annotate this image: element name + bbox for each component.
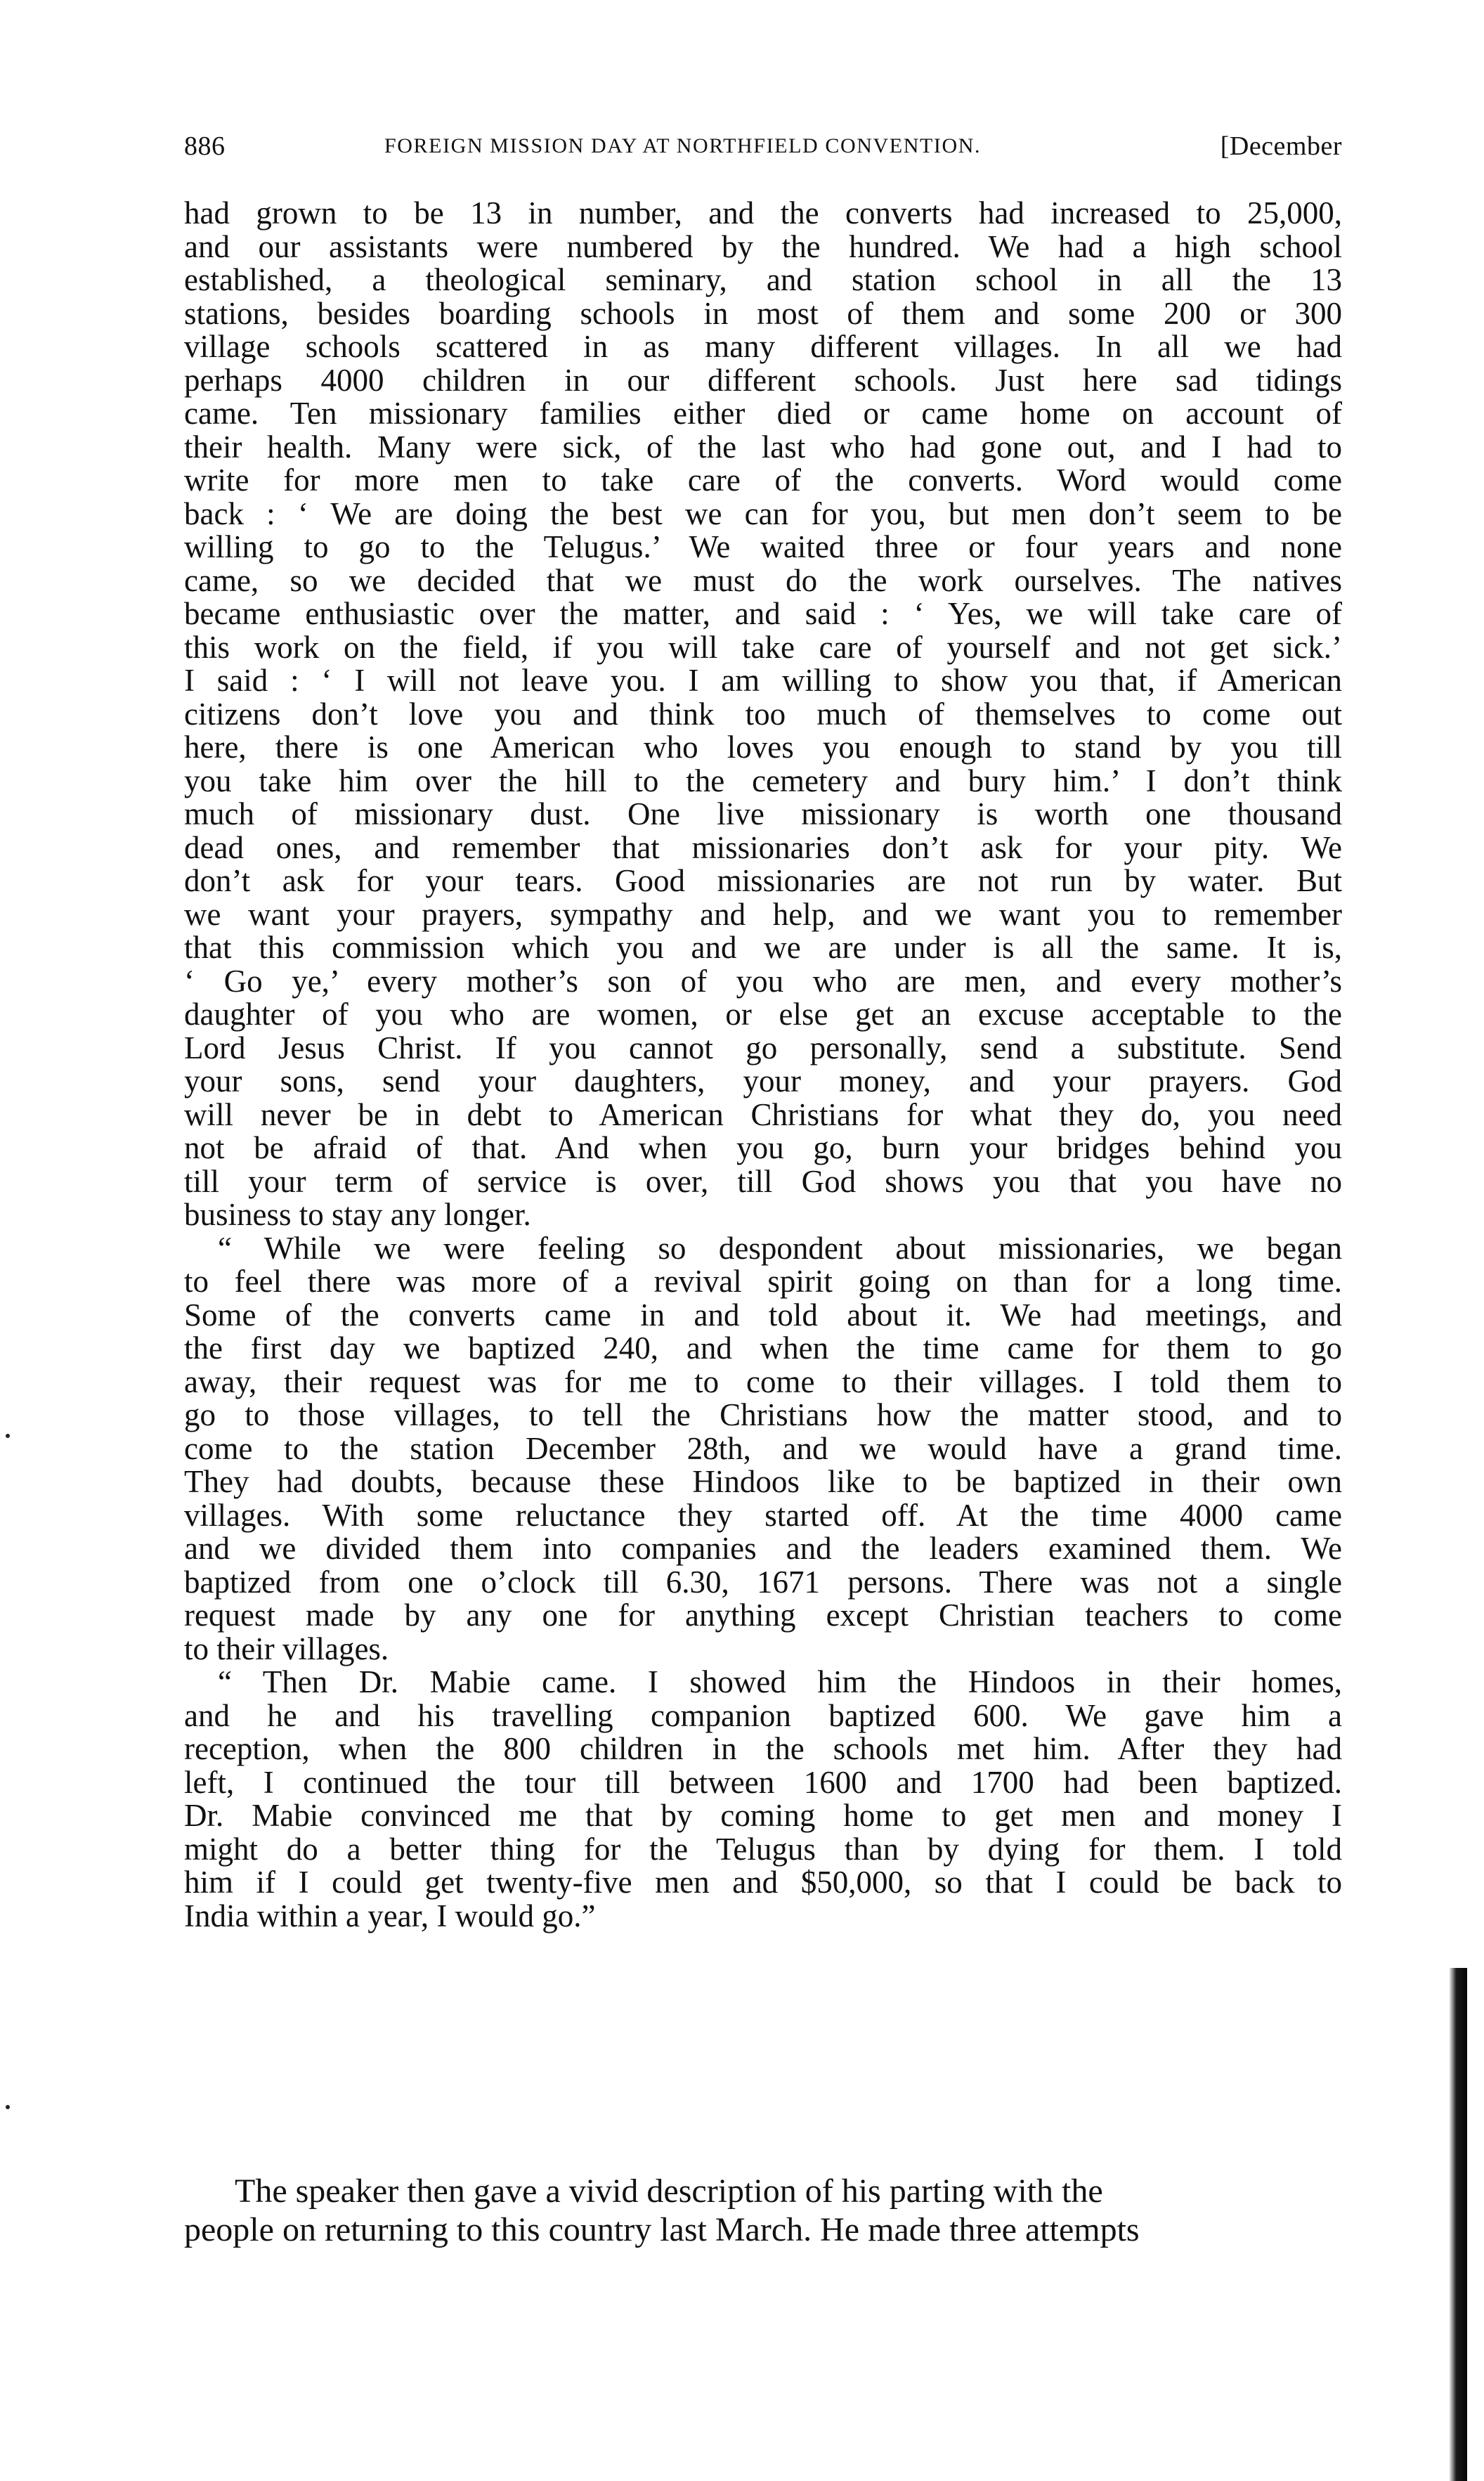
text-line: Dr. Mabie convinced me that by coming home to get men and money I	[184, 1798, 1342, 1833]
text-line: The speaker then gave a vivid description of his parting with the	[235, 2172, 1103, 2210]
text-line: baptized from one o’clock till 6.30, 1671 persons. There was not a single	[184, 1564, 1342, 1600]
text-line: villages. With some reluctance they started off. At the time 4000 came	[184, 1497, 1342, 1533]
text-line: people on returning to this country last March. He made three attempts	[184, 2211, 1140, 2248]
text-line: They had doubts, because these Hindoos like to be baptized in their own	[184, 1464, 1342, 1499]
header-month: [December	[1220, 131, 1342, 161]
text-line: that this commission which you and we are under is all the same. It is,	[184, 930, 1342, 965]
text-line: willing to go to the Telugus.’ We waited three or four years and none	[184, 529, 1342, 564]
text-line: come to the station December 28th, and we would have a grand time.	[184, 1430, 1342, 1466]
text-line: we want your prayers, sympathy and help, and we want you to remember	[184, 896, 1342, 932]
text-line: their health. Many were sick, of the last who had gone out, and I had to	[184, 429, 1342, 465]
text-line: became enthusiastic over the matter, and said : ‘ Yes, we will take care of	[184, 596, 1342, 631]
text-line: and our assistants were numbered by the hundred. We had a high school	[184, 228, 1342, 264]
text-line: much of missionary dust. One live missionary is worth one thousand	[184, 796, 1342, 831]
text-line: reception, when the 800 children in the schools met him. After they had	[184, 1731, 1342, 1766]
text-line: request made by any one for anything except Christian teachers to come	[184, 1598, 1342, 1633]
text-line: till your term of service is over, till God shows you that you have no	[184, 1163, 1342, 1199]
text-line: you take him over the hill to the cemetery and bury him.’ I don’t think	[184, 763, 1342, 798]
text-line: I said : ‘ I will not leave you. I am willing to show you that, if American	[184, 663, 1342, 698]
text-line: ‘ Go ye,’ every mother’s son of you who are men, and every mother’s	[184, 963, 1342, 999]
text-line: the first day we baptized 240, and when the time came for them to go	[184, 1330, 1342, 1366]
margin-mark	[6, 1434, 10, 1438]
running-head	[184, 125, 1342, 167]
header-title: FOREIGN MISSION DAY AT NORTHFIELD CONVENTION.	[384, 134, 982, 157]
text-line: India within a year, I would go.”	[184, 1898, 596, 1933]
text-line: write for more men to take care of the converts. Word would come	[184, 462, 1342, 498]
text-line: this work on the field, if you will take care of yourself and not get sick.’	[184, 629, 1342, 665]
text-line: him if I could get twenty-five men and $50,000, so that I could be back to	[184, 1865, 1342, 1900]
text-line: village schools scattered in as many different villages. In all we had	[184, 329, 1342, 364]
text-line: back : ‘ We are doing the best we can for you, but men don’t seem to be	[184, 495, 1342, 531]
text-line: stations, besides boarding schools in most of them and some 200 or 300	[184, 295, 1342, 331]
text-line: perhaps 4000 children in our different schools. Just here sad tidings	[184, 362, 1342, 398]
text-line: “ Then Dr. Mabie came. I showed him the Hindoos in their homes,	[218, 1664, 1342, 1699]
text-line: away, their request was for me to come to their villages. I told them to	[184, 1363, 1342, 1399]
text-line: Lord Jesus Christ. If you cannot go personally, send a substitute. Send	[184, 1030, 1342, 1065]
text-line: to their villages.	[184, 1631, 389, 1666]
text-line: came, so we decided that we must do the work ourselves. The natives	[184, 562, 1342, 598]
body-text	[184, 197, 1342, 1933]
text-line: daughter of you who are women, or else get an excuse acceptable to the	[184, 997, 1342, 1032]
text-line: citizens don’t love you and think too much of themselves to come out	[184, 696, 1342, 732]
text-line: might do a better thing for the Telugus than by dying for them. I told	[184, 1831, 1342, 1867]
text-line: your sons, send your daughters, your money, and your prayers. God	[184, 1063, 1342, 1099]
text-line: dead ones, and remember that missionaries don’t ask for your pity. We	[184, 829, 1342, 865]
text-line: Some of the converts came in and told about it. We had meetings, and	[184, 1297, 1342, 1333]
text-line: don’t ask for your tears. Good missionaries are not run by water. But	[184, 863, 1342, 898]
text-line: will never be in debt to American Christians for what they do, you need	[184, 1096, 1342, 1132]
text-line: business to stay any longer.	[184, 1197, 531, 1232]
margin-mark	[6, 2105, 10, 2109]
text-line: go to those villages, to tell the Christians how the matter stood, and to	[184, 1397, 1342, 1432]
text-line: and we divided them into companies and the leaders examined them. We	[184, 1531, 1342, 1566]
text-line: came. Ten missionary families either died or came home on account of	[184, 396, 1342, 431]
text-line: left, I continued the tour till between 1600 and 1700 had been baptized.	[184, 1764, 1342, 1800]
binding-shadow	[1449, 1968, 1467, 2481]
text-line: to feel there was more of a revival spirit going on than for a long time.	[184, 1264, 1342, 1299]
text-line: “ While we were feeling so despondent about missionaries, we began	[218, 1230, 1342, 1266]
text-line: had grown to be 13 in number, and the converts had increased to 25,000,	[184, 195, 1342, 231]
closing-paragraph	[184, 2172, 1342, 2249]
text-line: here, there is one American who loves you enough to stand by you till	[184, 730, 1342, 765]
text-line: not be afraid of that. And when you go, burn your bridges behind you	[184, 1130, 1342, 1165]
text-line: and he and his travelling companion baptized 600. We gave him a	[184, 1697, 1342, 1733]
page-number: 886	[184, 131, 226, 161]
text-line: established, a theological seminary, and station school in all the 13	[184, 262, 1342, 297]
